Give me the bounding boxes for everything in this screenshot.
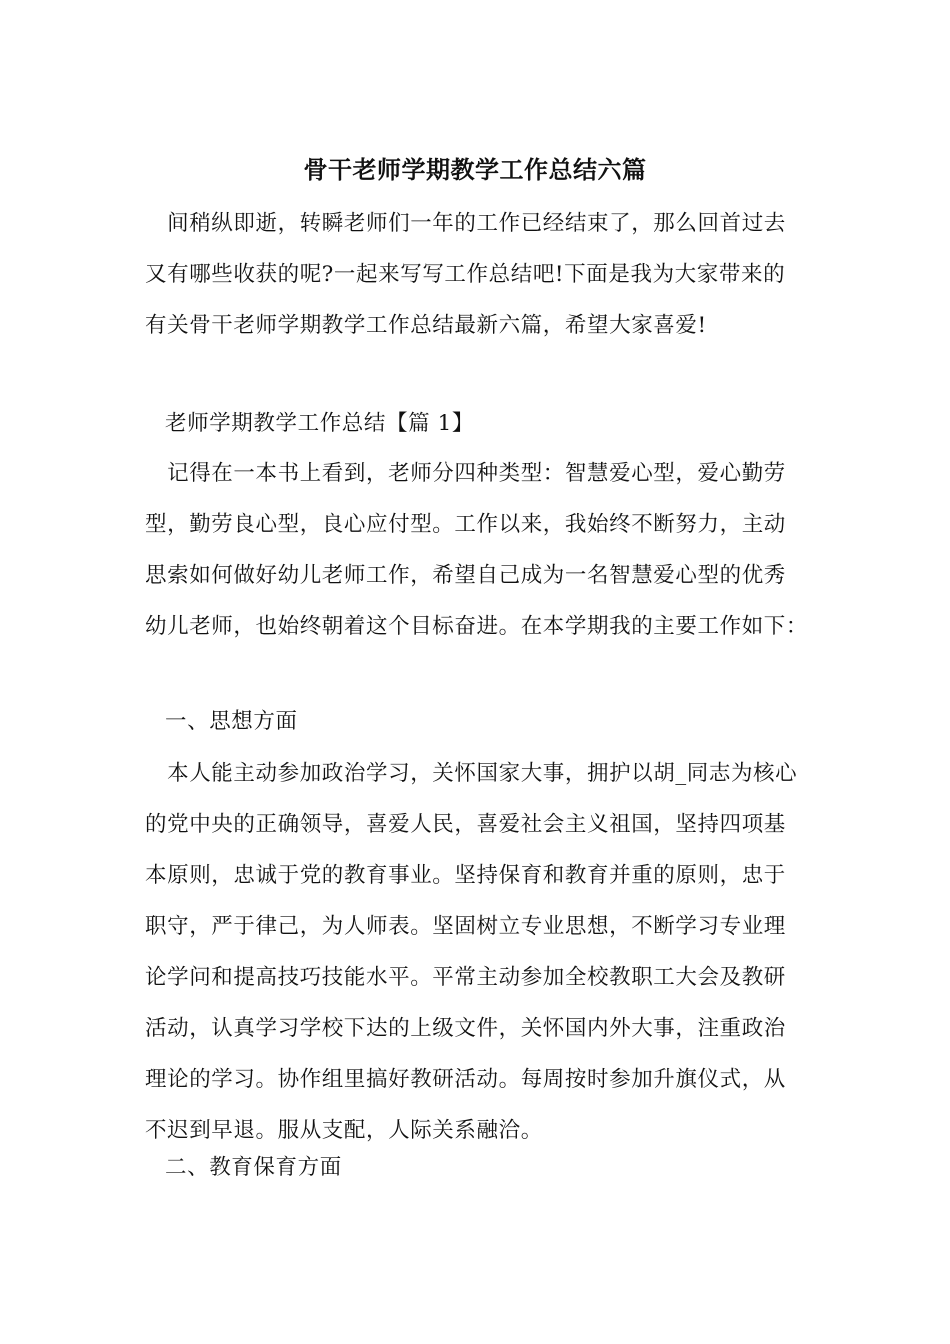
paragraph-line: 有关骨干老师学期教学工作总结最新六篇，希望大家喜爱! [145, 313, 707, 338]
section-heading: 老师学期教学工作总结【篇 1】 [165, 411, 475, 436]
paragraph-line: 职守，严于律己，为人师表。坚固树立专业思想，不断学习专业理 [145, 914, 786, 939]
paragraph-line: 型，勤劳良心型，良心应付型。工作以来，我始终不断努力，主动 [145, 512, 786, 537]
paragraph-line: 不迟到早退。服从支配，人际关系融洽。 [145, 1118, 543, 1143]
paragraph-line: 活动，认真学习学校下达的上级文件，关怀国内外大事，注重政治 [145, 1016, 786, 1041]
subsection1-paragraph [145, 748, 817, 1156]
paragraph-line: 本人能主动参加政治学习，关怀国家大事，拥护以胡_同志为核心 [145, 761, 798, 786]
paragraph-line: 本原则，忠诚于党的教育事业。坚持保育和教育并重的原则，忠于 [145, 863, 786, 888]
paragraph-line: 理论的学习。协作组里搞好教研活动。每周按时参加升旗仪式，从 [145, 1067, 786, 1092]
document-title: 骨干老师学期教学工作总结六篇 [303, 155, 647, 184]
paragraph-line: 思索如何做好幼儿老师工作，希望自己成为一名智慧爱心型的优秀 [145, 563, 786, 588]
section1-paragraph [145, 448, 817, 652]
paragraph-line: 的党中央的正确领导，喜爱人民，喜爱社会主义祖国，坚持四项基 [145, 812, 786, 837]
subsection-heading: 二、教育保育方面 [165, 1155, 342, 1180]
paragraph-line: 又有哪些收获的呢?一起来写写工作总结吧!下面是我为大家带来的 [145, 262, 786, 287]
paragraph-line: 幼儿老师，也始终朝着这个目标奋进。在本学期我的主要工作如下： [145, 614, 809, 639]
paragraph-line: 间稍纵即逝，转瞬老师们一年的工作已经结束了，那么回首过去 [145, 211, 786, 236]
paragraph-line: 记得在一本书上看到，老师分四种类型：智慧爱心型，爱心勤劳 [145, 461, 786, 486]
subsection-heading: 一、思想方面 [165, 709, 298, 734]
intro-paragraph [145, 198, 817, 351]
paragraph-line: 论学问和提高技巧技能水平。平常主动参加全校教职工大会及教研 [145, 965, 786, 990]
